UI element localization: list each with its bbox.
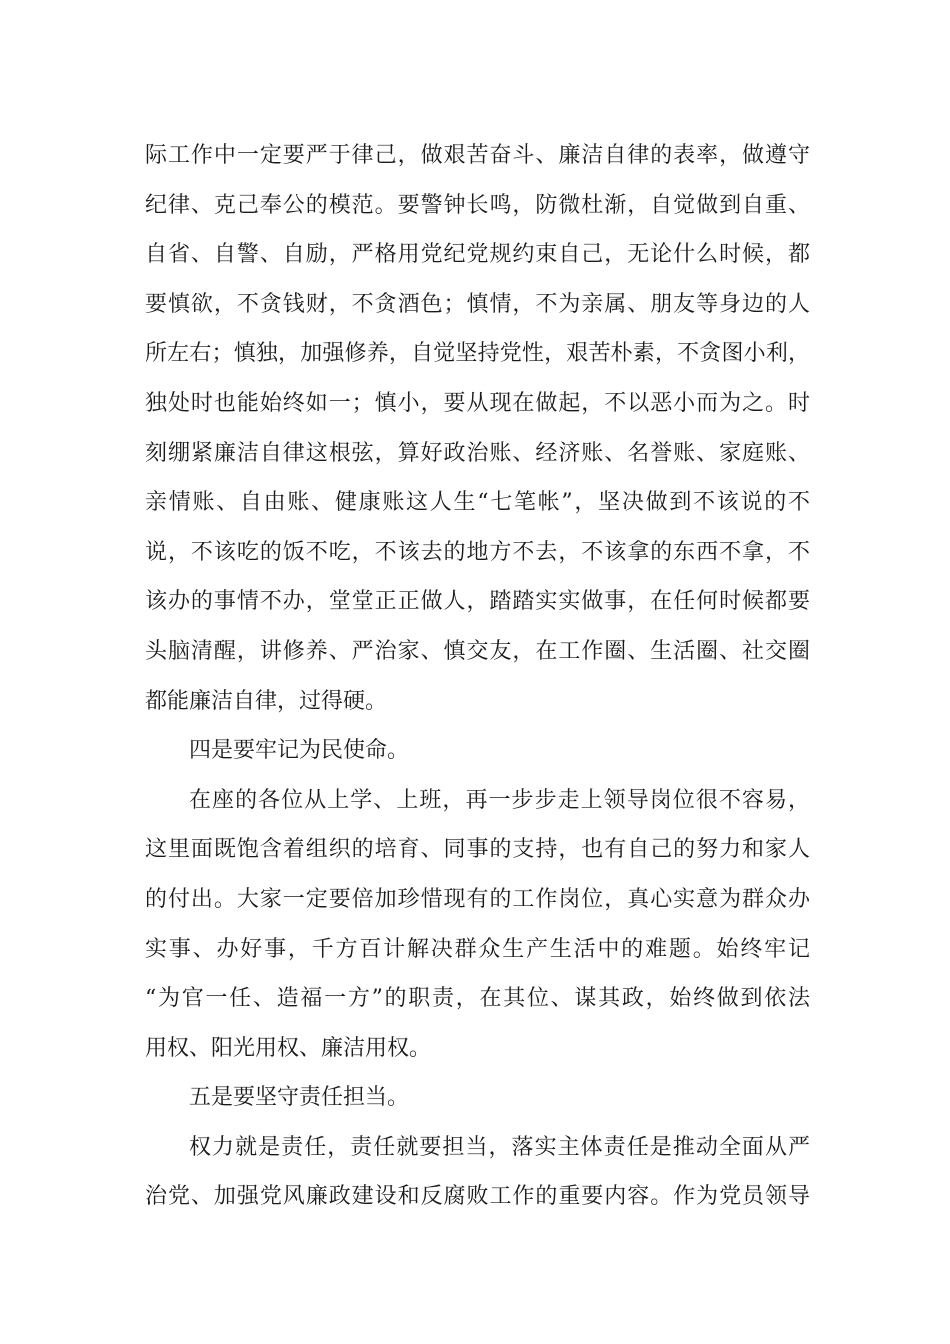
- body-line: 亲情账、自由账、健康账这人生“七笔帐”，坚决做到不该说的不: [145, 490, 810, 516]
- body-line: 独处时也能始终如一；慎小，要从现在做起，不以恶小而为之。时: [145, 390, 810, 416]
- body-line: 权力就是责任，责任就要担当，落实主体责任是推动全面从严: [189, 1134, 810, 1160]
- body-line: 的付出。大家一定要倍加珍惜现有的工作岗位，真心实意为群众办: [145, 886, 810, 912]
- body-line: 都能廉洁自律，过得硬。: [145, 688, 388, 714]
- body-line: 这里面既饱含着组织的培育、同事的支持，也有自己的努力和家人: [145, 837, 810, 863]
- body-line: 说，不该吃的饭不吃，不该去的地方不去，不该拿的东西不拿，不: [145, 539, 810, 565]
- body-line: 用权、阳光用权、廉洁用权。: [145, 1035, 432, 1061]
- body-line: 自省、自警、自励，严格用党纪党规约束自己，无论什么时候，都: [145, 242, 810, 268]
- body-line: “为官一任、造福一方”的职责，在其位、谋其政，始终做到依法: [145, 986, 810, 1012]
- body-line: 实事、办好事，千方百计解决群众生产生活中的难题。始终牢记: [145, 936, 810, 962]
- body-line: 际工作中一定要严于律己，做艰苦奋斗、廉洁自律的表率，做遵守: [145, 143, 810, 168]
- document-body: [145, 131, 810, 1222]
- body-line: 纪律、克己奉公的模范。要警钟长鸣，防微杜渐，自觉做到自重、: [145, 192, 810, 218]
- section-heading: 五是要坚守责任担当。: [189, 1085, 410, 1111]
- body-line: 在座的各位从上学、上班，再一步步走上领导岗位很不容易，: [189, 787, 810, 813]
- body-line: 所左右；慎独，加强修养，自觉坚持党性，艰苦朴素，不贪图小利，: [145, 341, 810, 367]
- body-line: 该办的事情不办，堂堂正正做人，踏踏实实做事，在任何时候都要: [145, 589, 810, 615]
- body-line: 要慎欲，不贪钱财，不贪酒色；慎情，不为亲属、朋友等身边的人: [145, 291, 810, 317]
- body-line: 头脑清醒，讲修养、严治家、慎交友，在工作圈、生活圈、社交圈: [145, 638, 810, 664]
- body-line: 刻绷紧廉洁自律这根弦，算好政治账、经济账、名誉账、家庭账、: [145, 440, 810, 466]
- section-heading: 四是要牢记为民使命。: [189, 738, 410, 764]
- body-line: 治党、加强党风廉政建设和反腐败工作的重要内容。作为党员领导: [145, 1184, 810, 1210]
